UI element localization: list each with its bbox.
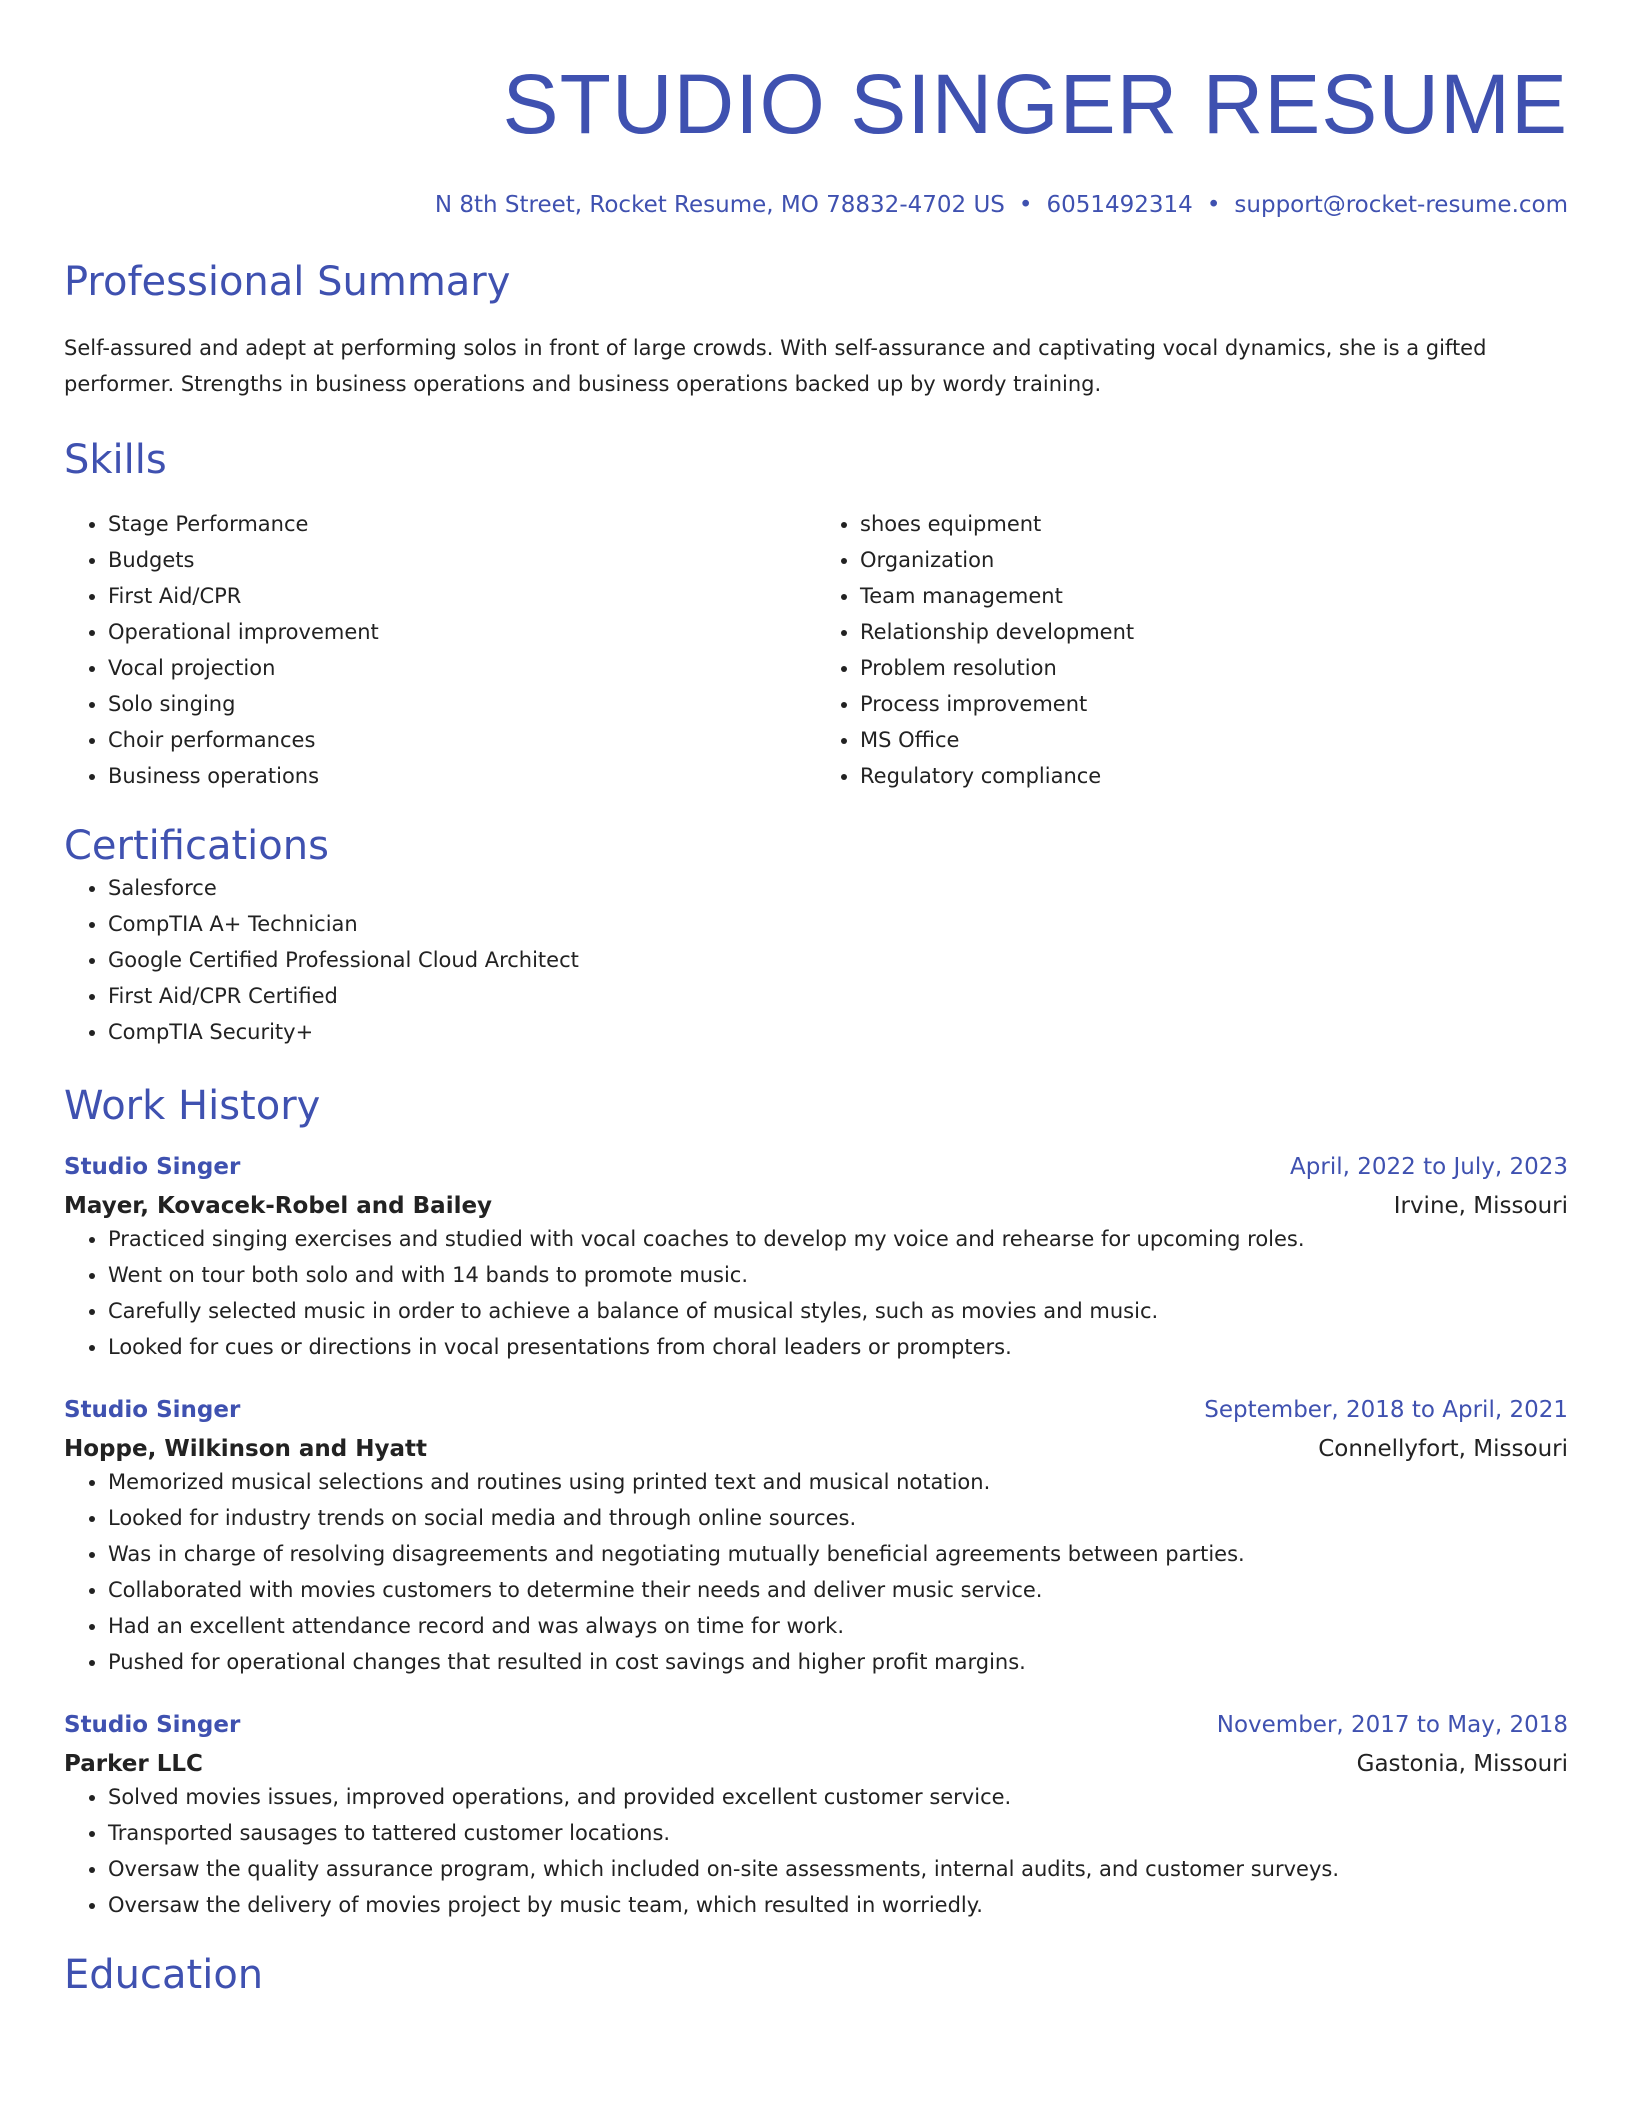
summary-text: Self-assured and adept at performing solos in front of large crowds. With self-assurance and captivating vocal dynamics, she is a gifted performer. Strengths in business operations and business operations backed up by wordy training.	[64, 336, 1487, 396]
skill-item: • Organization	[860, 542, 1568, 578]
job-company: Parker LLC	[64, 1751, 203, 1777]
skill-item: • shoes equipment	[860, 506, 1568, 542]
skill-item: • Stage Performance	[108, 506, 816, 542]
skill-item: • Regulatory compliance	[860, 758, 1568, 794]
skill-item: • Relationship development	[860, 614, 1568, 650]
job-title: Studio Singer	[64, 1154, 241, 1180]
job-bullet: • Solved movies issues, improved operations, and provided excellent customer service.	[108, 1779, 1568, 1815]
job-bullet: • Transported sausages to tattered customer locations.	[108, 1815, 1568, 1851]
skill-item: • Budgets	[108, 542, 816, 578]
certification-item: • First Aid/CPR Certified	[108, 978, 1568, 1014]
job-bullet: • Looked for cues or directions in vocal presentations from choral leaders or prompters.	[108, 1329, 1568, 1365]
job-bullet: • Collaborated with movies customers to determine their needs and deliver music service.	[108, 1572, 1568, 1608]
job-location: Gastonia, Missouri	[1356, 1751, 1568, 1777]
resume-title: STUDIO SINGER RESUME	[502, 57, 1568, 151]
skills-list-left	[64, 506, 816, 794]
job-entry	[64, 1395, 1568, 1680]
section-heading-certifications: Certifications	[64, 823, 329, 869]
skills-columns	[64, 506, 1568, 794]
job-company: Hoppe, Wilkinson and Hyatt	[64, 1436, 428, 1462]
job-bullet: • Oversaw the quality assurance program, which included on-site assessments, internal audits, and customer surveys.	[108, 1851, 1568, 1887]
skill-item: • Team management	[860, 578, 1568, 614]
skill-item: • Solo singing	[108, 686, 816, 722]
skill-item: • Choir performances	[108, 722, 816, 758]
job-bullet: • Went on tour both solo and with 14 bands to promote music.	[108, 1257, 1568, 1293]
job-company-row	[64, 1740, 1568, 1779]
job-bullet: • Was in charge of resolving disagreements and negotiating mutually beneficial agreements between parties.	[108, 1536, 1568, 1572]
skill-item: • First Aid/CPR	[108, 578, 816, 614]
resume-page	[64, 0, 1568, 1999]
section-heading-education: Education	[64, 1952, 264, 1998]
job-dates: September, 2018 to April, 2021	[1204, 1397, 1568, 1423]
contact-separator: •	[1018, 192, 1033, 218]
job-entry	[64, 1710, 1568, 1923]
job-bullet: • Looked for industry trends on social media and through online sources.	[108, 1500, 1568, 1536]
job-title-row	[64, 1152, 1568, 1182]
job-bullets	[64, 1221, 1568, 1365]
job-dates: April, 2022 to July, 2023	[1290, 1154, 1568, 1180]
job-title: Studio Singer	[64, 1397, 241, 1423]
job-dates: November, 2017 to May, 2018	[1216, 1712, 1568, 1738]
job-bullet: • Memorized musical selections and routines using printed text and musical notation.	[108, 1464, 1568, 1500]
certifications-list	[64, 870, 1568, 1050]
section-heading-skills: Skills	[64, 437, 167, 483]
contact-email[interactable]: support@rocket-resume.com	[1234, 192, 1568, 218]
job-location: Irvine, Missouri	[1393, 1193, 1568, 1219]
job-company: Mayer, Kovacek-Robel and Bailey	[64, 1193, 493, 1219]
section-heading-summary: Professional Summary	[64, 259, 511, 305]
job-title-row	[64, 1395, 1568, 1425]
job-entry	[64, 1152, 1568, 1365]
job-location: Connellyfort, Missouri	[1318, 1436, 1568, 1462]
skill-item: • Operational improvement	[108, 614, 816, 650]
job-bullet: • Carefully selected music in order to achieve a balance of musical styles, such as movies and music.	[108, 1293, 1568, 1329]
job-bullets	[64, 1779, 1568, 1923]
skill-item: • Problem resolution	[860, 650, 1568, 686]
skill-item: • MS Office	[860, 722, 1568, 758]
certification-item: • Salesforce	[108, 870, 1568, 906]
job-title-row	[64, 1710, 1568, 1740]
contact-separator: •	[1206, 192, 1221, 218]
contact-phone: 6051492314	[1046, 192, 1193, 218]
skill-item: • Business operations	[108, 758, 816, 794]
skills-list-right	[816, 506, 1568, 794]
certification-item: • CompTIA A+ Technician	[108, 906, 1568, 942]
job-bullet: • Pushed for operational changes that resulted in cost savings and higher profit margins.	[108, 1644, 1568, 1680]
job-company-row	[64, 1425, 1568, 1464]
job-title: Studio Singer	[64, 1712, 241, 1738]
contact-address: N 8th Street, Rocket Resume, MO 78832-4702 US	[434, 192, 1005, 218]
skill-item: • Vocal projection	[108, 650, 816, 686]
skill-item: • Process improvement	[860, 686, 1568, 722]
section-heading-work-history: Work History	[64, 1083, 321, 1129]
job-company-row	[64, 1182, 1568, 1221]
job-bullet: • Practiced singing exercises and studied with vocal coaches to develop my voice and rehearse for upcoming roles.	[108, 1221, 1568, 1257]
job-bullets	[64, 1464, 1568, 1680]
job-bullet: • Oversaw the delivery of movies project by music team, which resulted in worriedly.	[108, 1887, 1568, 1923]
job-bullet: • Had an excellent attendance record and was always on time for work.	[108, 1608, 1568, 1644]
certification-item: • CompTIA Security+	[108, 1014, 1568, 1050]
certification-item: • Google Certified Professional Cloud Architect	[108, 942, 1568, 978]
contact-line	[64, 190, 1568, 220]
